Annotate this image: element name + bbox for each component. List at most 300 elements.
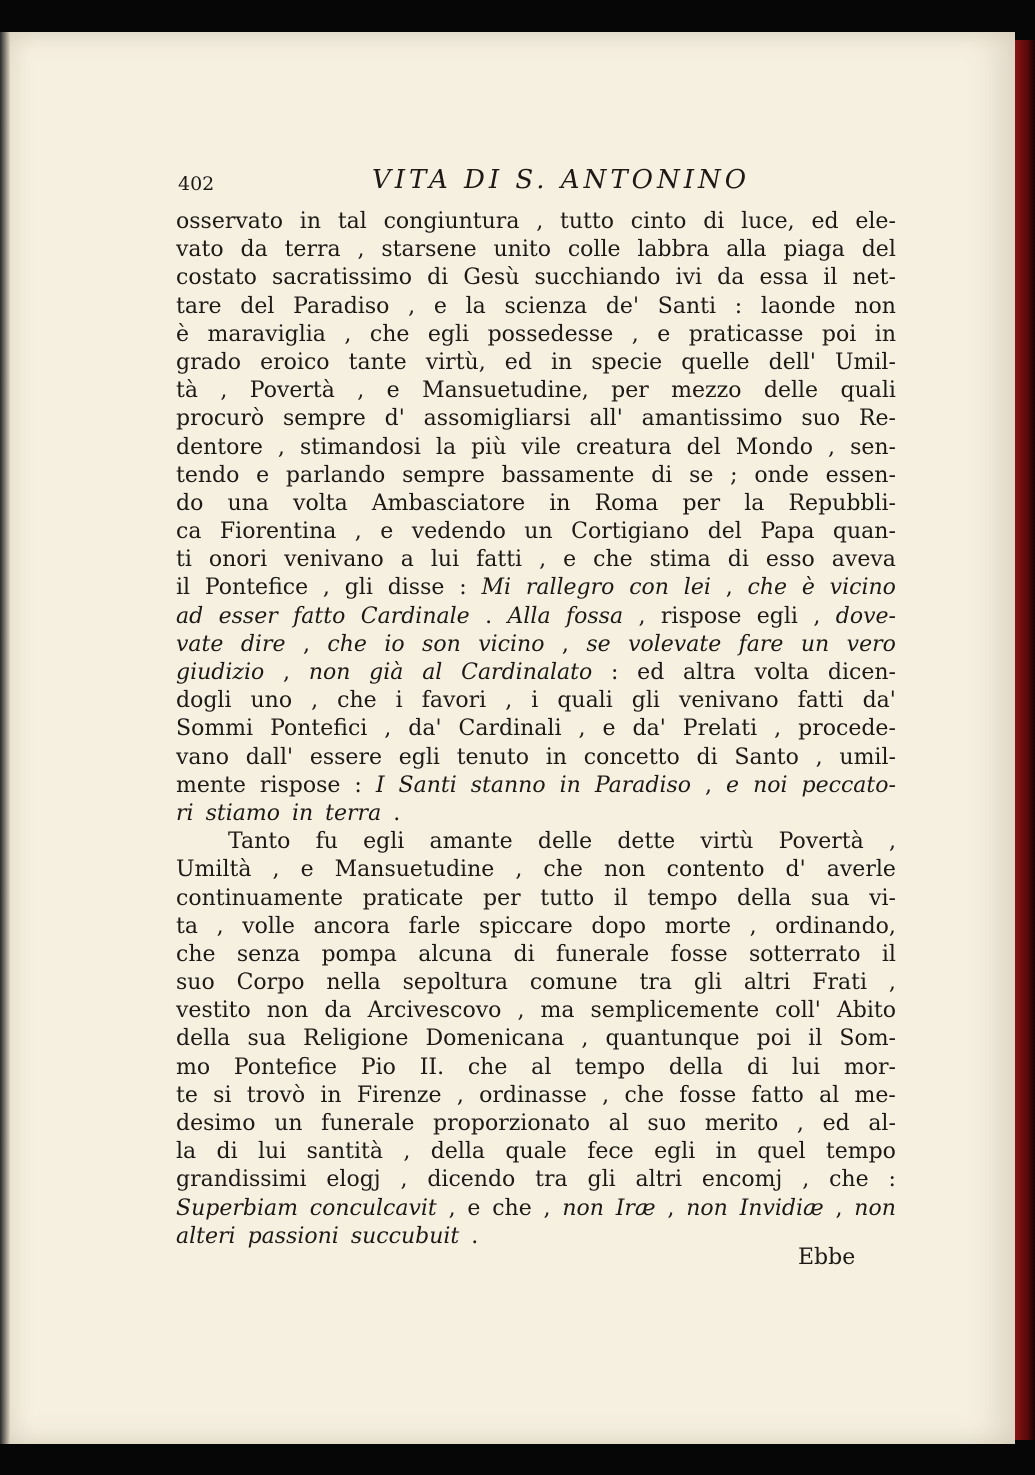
word: e [386,378,400,404]
word: del [861,237,896,263]
word: Invidiæ [739,1195,824,1221]
word: uno [250,688,293,714]
word: il [808,1026,823,1052]
word: sempre [402,462,485,488]
word: da [324,998,352,1024]
text-line [176,574,896,602]
word: all' [589,406,623,432]
word: fare [738,631,784,657]
text-line [176,969,896,997]
word: , [400,1167,408,1193]
word: sen- [850,434,896,460]
text-line [176,715,896,743]
word: , [602,1082,610,1108]
text-line [176,321,896,349]
word: stima [649,547,711,573]
word: rispose [259,772,341,798]
word: essere [309,744,382,770]
word: colle [567,237,621,263]
word: laonde [760,293,836,319]
word: Alla [507,603,551,629]
text-line [176,1025,896,1053]
word: onori [208,547,268,573]
word: giudizio [176,660,265,685]
word: che [327,631,367,657]
word: disse [387,575,445,601]
text-line [176,631,896,659]
word: vi- [869,885,896,911]
word: della [668,1054,724,1080]
word: congiuntura [383,209,520,234]
word: labbra [637,237,710,263]
word: non [854,293,896,319]
word: Corpo [236,970,305,996]
word: gli [587,1167,616,1193]
word: tempo [825,1139,896,1165]
word: al [819,1082,840,1108]
word: quantunque [605,1026,740,1052]
word: tra [535,1167,568,1193]
word: la [465,293,486,319]
word: , [667,1195,675,1221]
word: te [176,1082,198,1108]
word: : [888,1167,896,1193]
word: fatti [797,688,844,714]
text-line [176,828,896,856]
word: e [602,716,616,742]
word: se [586,631,611,657]
word: proporzionato [433,1111,590,1136]
word: eroico [260,349,330,375]
word: aveva [831,547,896,573]
word: stiamo [205,800,280,826]
word: i [395,688,403,714]
word: vile [521,434,561,460]
word: , [357,378,365,404]
text-line [176,772,896,800]
word: da' [862,688,896,714]
word: esser [218,603,278,629]
word: , [456,1082,464,1108]
word: quel [757,1139,806,1165]
word: da' [408,716,442,742]
word: gli [631,688,660,714]
word: del [686,434,721,460]
word: , [888,970,896,996]
word: che [829,1167,869,1193]
word: fosse [679,1082,737,1108]
word: II. [419,1054,445,1080]
word: , [828,434,836,460]
word: , [344,321,352,347]
word: al [608,1111,629,1136]
word: sepoltura [402,970,508,996]
word: creatura [575,434,672,460]
text-line [176,546,896,574]
word: morte [664,913,732,939]
word: non [266,998,309,1024]
word: che [467,1054,508,1080]
word: costato [176,265,257,291]
word: ivi [675,265,703,291]
word: Frati [812,970,868,996]
word: io [384,631,405,657]
word: fatti [476,547,523,573]
word: del [240,293,275,319]
word: continuamente [176,885,343,911]
word: in [715,1139,737,1165]
word: poi [756,1026,792,1052]
word: , [578,716,586,742]
word: per [611,378,649,404]
word: altra [683,660,736,685]
word: volta [293,490,348,516]
word: il [176,575,191,601]
text-line [176,490,896,518]
word: con [629,575,669,601]
word: procurò [176,406,265,432]
word: in [545,744,567,770]
word: maraviglia [207,321,326,347]
word: amantissimo [641,406,783,432]
word: , [835,1195,843,1221]
word: mo [176,1054,211,1080]
word: : [610,660,619,685]
word: della [430,1139,486,1165]
word: bassamente [501,462,635,488]
word: Sommi [176,716,254,742]
word: egli [756,603,798,629]
word: ; [730,462,738,488]
word: Umiltà [176,857,252,883]
word: noi [753,772,788,798]
word: . [485,603,493,629]
word: altri [743,970,791,996]
word: di [513,941,535,967]
word: mor- [843,1054,896,1080]
word: averle [826,857,896,883]
text-line [176,659,896,687]
word: virtù, [425,349,486,375]
word: sua [810,885,850,911]
word: grandissimi [176,1167,307,1193]
word: , [220,378,228,404]
word: do [176,490,204,516]
word: , [384,716,392,742]
word: lui [791,1054,821,1080]
word: , [774,716,782,742]
word: spiccare [479,913,573,939]
text-line [176,434,896,462]
word: : [354,772,362,798]
word: tante [348,349,407,375]
word: vate [176,631,224,657]
word: , [725,575,733,601]
word: , [505,688,513,714]
word: ancora [313,913,390,939]
word: e [300,857,314,883]
word: la [176,1139,197,1165]
word: onde [754,462,809,488]
word: , [705,772,713,798]
word: ad [176,603,204,629]
text-line [176,1082,896,1110]
text-line [176,744,896,772]
word: pompa [321,941,397,967]
word: suo [647,1111,687,1136]
word: di [727,547,749,573]
word: la [435,434,457,460]
text-line [176,1110,896,1138]
word: lui [430,547,460,573]
word: son [422,631,461,657]
word: tra [639,970,672,996]
word: tendo [176,462,240,488]
word: essen- [825,462,896,488]
word: osservato [176,209,283,234]
word: peccato- [801,772,896,798]
word: trovò [246,1082,306,1108]
word: i [531,688,539,714]
word: vestito [176,998,251,1024]
word: passioni [247,1223,339,1249]
word: che [747,575,788,601]
word: elogj [326,1167,381,1193]
word: , [354,519,362,545]
word: in [549,490,571,516]
word: un [274,1111,303,1136]
text-line [176,208,896,236]
word: e [380,519,394,545]
word: Pontefice [233,1054,338,1080]
book-spine-shadow [0,32,10,1444]
word: Iræ [615,1195,656,1221]
word: della [176,1026,231,1052]
word: alla [726,237,767,263]
text-line [176,405,896,433]
word: e [467,1195,481,1221]
word: , [631,321,639,347]
word: che [624,1082,664,1108]
word: santità [306,1139,384,1165]
word: scienza [504,293,588,319]
word: di [746,1054,769,1080]
word: a [400,547,414,573]
word: Fiorentina [219,519,337,545]
word: stimandosi [299,434,421,460]
word: rispose [660,603,742,629]
word: essa [759,265,809,291]
text-line [176,377,896,405]
book-edge [1015,40,1035,1440]
word: , [543,1195,551,1221]
word: non [603,857,646,883]
word: è [176,321,190,347]
word: lei [683,575,711,601]
word: dire [240,631,286,657]
word: succhiando [534,265,661,291]
word: se [689,462,714,488]
word: tal [337,209,367,234]
word: farle [408,913,461,939]
word: , [749,913,757,939]
word: coll' [775,998,821,1024]
word: e [657,321,671,347]
word: in [320,1082,342,1108]
word: egli [398,744,440,770]
word: vicino [829,575,896,601]
word: di [651,462,673,488]
word: che [337,688,377,714]
word: Pontefici [270,716,368,742]
word: sacratissimo [272,265,412,291]
word: gli [693,970,722,996]
word: favori [421,688,487,714]
word: specie [591,349,663,375]
word: Mi [481,575,512,601]
word: , [888,829,896,855]
word: dette [617,829,676,855]
word: Firenze [356,1082,442,1108]
word: tare [176,293,222,319]
word: da [717,265,745,291]
word: non [308,660,351,685]
word: stanno [470,772,546,798]
word: delle [537,829,593,855]
word: d' [384,406,405,432]
word: quali [840,378,896,404]
word: cinto [630,209,687,234]
text-line [176,885,896,913]
text-line [176,997,896,1025]
word: una [227,490,269,516]
word: al [422,660,443,685]
word: egli [363,829,405,855]
catchword: Ebbe [798,1245,856,1270]
word: alteri [176,1223,236,1249]
word: per [682,490,721,516]
word: egli [654,1139,696,1165]
word: assomigliarsi [423,406,571,432]
word: e [256,462,270,488]
page-number: 402 [178,173,215,195]
word: che [492,1195,532,1221]
word: di [696,744,718,770]
word: semplicemente [590,998,760,1024]
word: I [375,772,385,798]
word: di [703,209,725,234]
word: non [686,1195,728,1221]
word: ordinando, [775,913,896,939]
text-line [176,913,896,941]
word: dell' [768,349,816,375]
word: in [551,349,573,375]
text-line [176,603,896,631]
word: possedesse [487,321,614,347]
word: encomj [701,1167,783,1193]
text-line [176,1195,896,1223]
text-line [176,1054,896,1082]
word: Pio [360,1054,396,1080]
text-line [176,236,896,264]
word: ed [637,660,665,685]
word: tempo [647,885,718,911]
word: : [734,293,743,319]
word: , [283,660,291,685]
word: tenuto [456,744,529,770]
word: praticate [362,885,464,911]
word: Povertà [249,378,335,404]
word: per [483,885,521,911]
word: suo [176,970,215,996]
word: il [613,885,628,911]
word: al [531,1054,552,1080]
word: fossa [565,603,624,629]
word: fu [315,829,338,855]
word: starsene [381,237,477,263]
word: sempre [282,406,366,432]
text-line [176,293,896,321]
word: Roma [594,490,659,516]
word: Gesù [463,265,520,291]
word: fosse [670,941,728,967]
word: luce, [741,209,795,234]
word: Repubbli- [788,490,896,516]
word: tà [176,378,198,404]
word: contento [666,857,765,883]
word: nella [326,970,381,996]
word: tutto [560,209,614,234]
word: si [213,1082,232,1108]
word: Prelati [682,716,758,742]
word: che [593,547,633,573]
word: , [638,603,646,629]
word: poi [821,321,857,347]
text-line [176,800,896,828]
word: , [272,857,280,883]
text-line [176,687,896,715]
word: dentore [176,434,263,460]
word: . [471,1223,479,1249]
word: da [240,237,268,263]
word: virtù [700,829,754,855]
word: il [881,941,896,967]
body-text [176,208,896,1251]
word: Paradiso [594,772,692,798]
word: merito [704,1111,779,1136]
word: desimo [176,1111,256,1136]
word: Religione [303,1026,409,1052]
word: Povertà [778,829,864,855]
word: funerale [321,1111,415,1136]
word: d' [785,857,806,883]
word: Mansuetudine, [422,378,589,404]
word: conculcavit [309,1195,437,1221]
word: fatto [293,603,346,629]
word: un [524,519,553,545]
word: di [427,265,449,291]
word: , [403,1139,411,1165]
word: Mansuetudine [334,857,495,883]
word: Cardinalato [461,660,593,685]
word: fatto [751,1082,804,1108]
word: della [737,885,792,911]
word: Re- [858,406,896,432]
word: vicino [478,631,545,657]
word: quan- [832,519,896,545]
word: e [726,772,740,798]
word: lui [258,1139,287,1165]
